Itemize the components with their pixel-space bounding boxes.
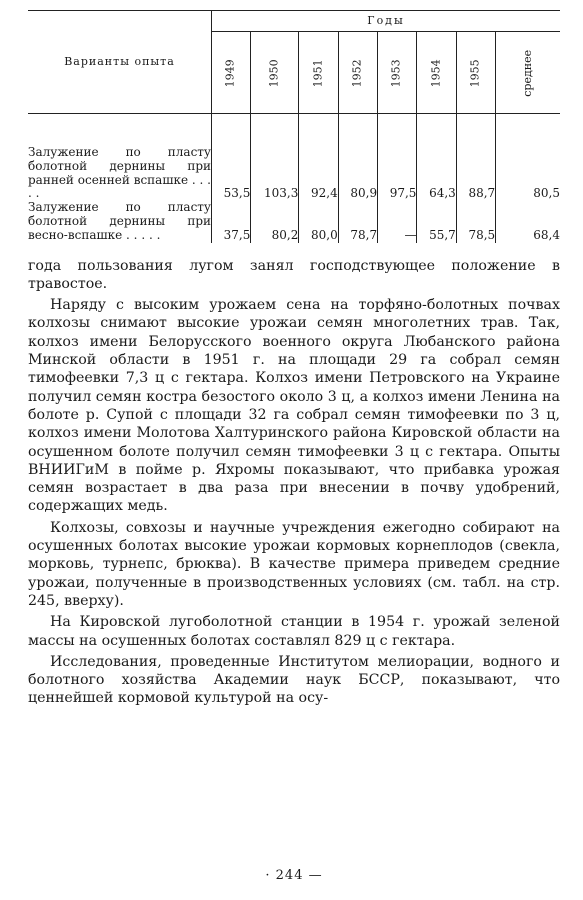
table-cell: 103,3 — [251, 114, 299, 202]
table-cell: 78,7 — [338, 201, 377, 242]
paragraph: На Кировской лугоболотной станции в 1954 г. урожай зеленой массы на осушенных болотах составлял 829 ц с гектара. — [28, 614, 560, 649]
year-header: 1954 — [417, 32, 456, 114]
table-cell: 80,9 — [338, 114, 377, 202]
table-cell: — — [378, 201, 417, 242]
body-text — [28, 257, 560, 708]
paragraph: Исследования, проведенные Институтом мелиорации, водного и болотного хозяйства Академии наук БССР, показывают, что ценнейшей кормовой культурой на осу- — [28, 653, 560, 707]
year-header: 1951 — [299, 32, 338, 114]
table-cell: 80,2 — [251, 201, 299, 242]
page-number: · 244 — — [265, 868, 323, 883]
paragraph: года пользования лугом занял господствующее положение в травостое. — [28, 257, 560, 292]
table-cell: 64,3 — [417, 114, 456, 202]
year-header: 1955 — [456, 32, 495, 114]
year-header: 1949 — [212, 32, 251, 114]
variant-label: Залужение по пласту болотной дернины при весно-вспашке . . . . . — [28, 200, 211, 242]
table-cell: 97,5 — [378, 114, 417, 202]
average-header: среднее — [496, 32, 560, 114]
table-cell: 80,5 — [533, 186, 560, 201]
table-cell: 88,7 — [456, 114, 495, 202]
years-header: Годы — [212, 11, 561, 32]
variant-label: Залужение по пласту болотной дернины при ранней осенней вспашке . . . . . — [28, 114, 212, 202]
paragraph: Колхозы, совхозы и научные учреждения ежегодно собирают на осушенных болотах высокие урожаи кормовых корнеплодов (свекла, морковь, турнепс, брюква). В качестве примера приведем средние урожаи, полученные в производственных условиях (см. табл. на стр. 245, вверху). — [28, 519, 560, 609]
paragraph: Наряду с высоким урожаем сена на торфяно-болотных почвах колхозы снимают высокие урожаи семян многолетних трав. Так, колхоз имени Белорусского военного округа Любанского района Минской области в 1951 г. на площади 29 га собрал семян тимофеевки 7,3 ц с гектара. Колхоз имени Петровского на Украине получил семян костра безостого около 3 ц, а колхоз имени Ленина на болоте р. Супой с площади 32 га собрал семян тимофеевки по 3 ц, колхоз имени Молотова Халтуринского района Кировской области на осушенном болоте получил семян тимофеевки 3 ц с гектара. Опыты ВНИИГиМ в пойме р. Яхромы показывают, что прибавка урожая семян возрастает в два раза при внесении в почву удобрений, содержащих медь. — [28, 297, 560, 515]
table-cell: 68,4 — [533, 227, 560, 242]
table-cell: 53,5 — [212, 114, 251, 202]
table-cell: 55,7 — [417, 201, 456, 242]
table-cell: 80,0 — [299, 201, 338, 242]
table-cell: 37,5 — [212, 201, 251, 242]
year-header: 1953 — [378, 32, 417, 114]
table-row — [28, 201, 560, 242]
year-header: 1952 — [338, 32, 377, 114]
yield-table — [28, 10, 560, 243]
year-header: 1950 — [251, 32, 299, 114]
table-row — [28, 114, 560, 202]
page — [28, 10, 560, 883]
variants-header: Варианты опыта — [28, 11, 212, 114]
table-cell: 92,4 — [299, 114, 338, 202]
table-cell: 78,5 — [456, 201, 495, 242]
